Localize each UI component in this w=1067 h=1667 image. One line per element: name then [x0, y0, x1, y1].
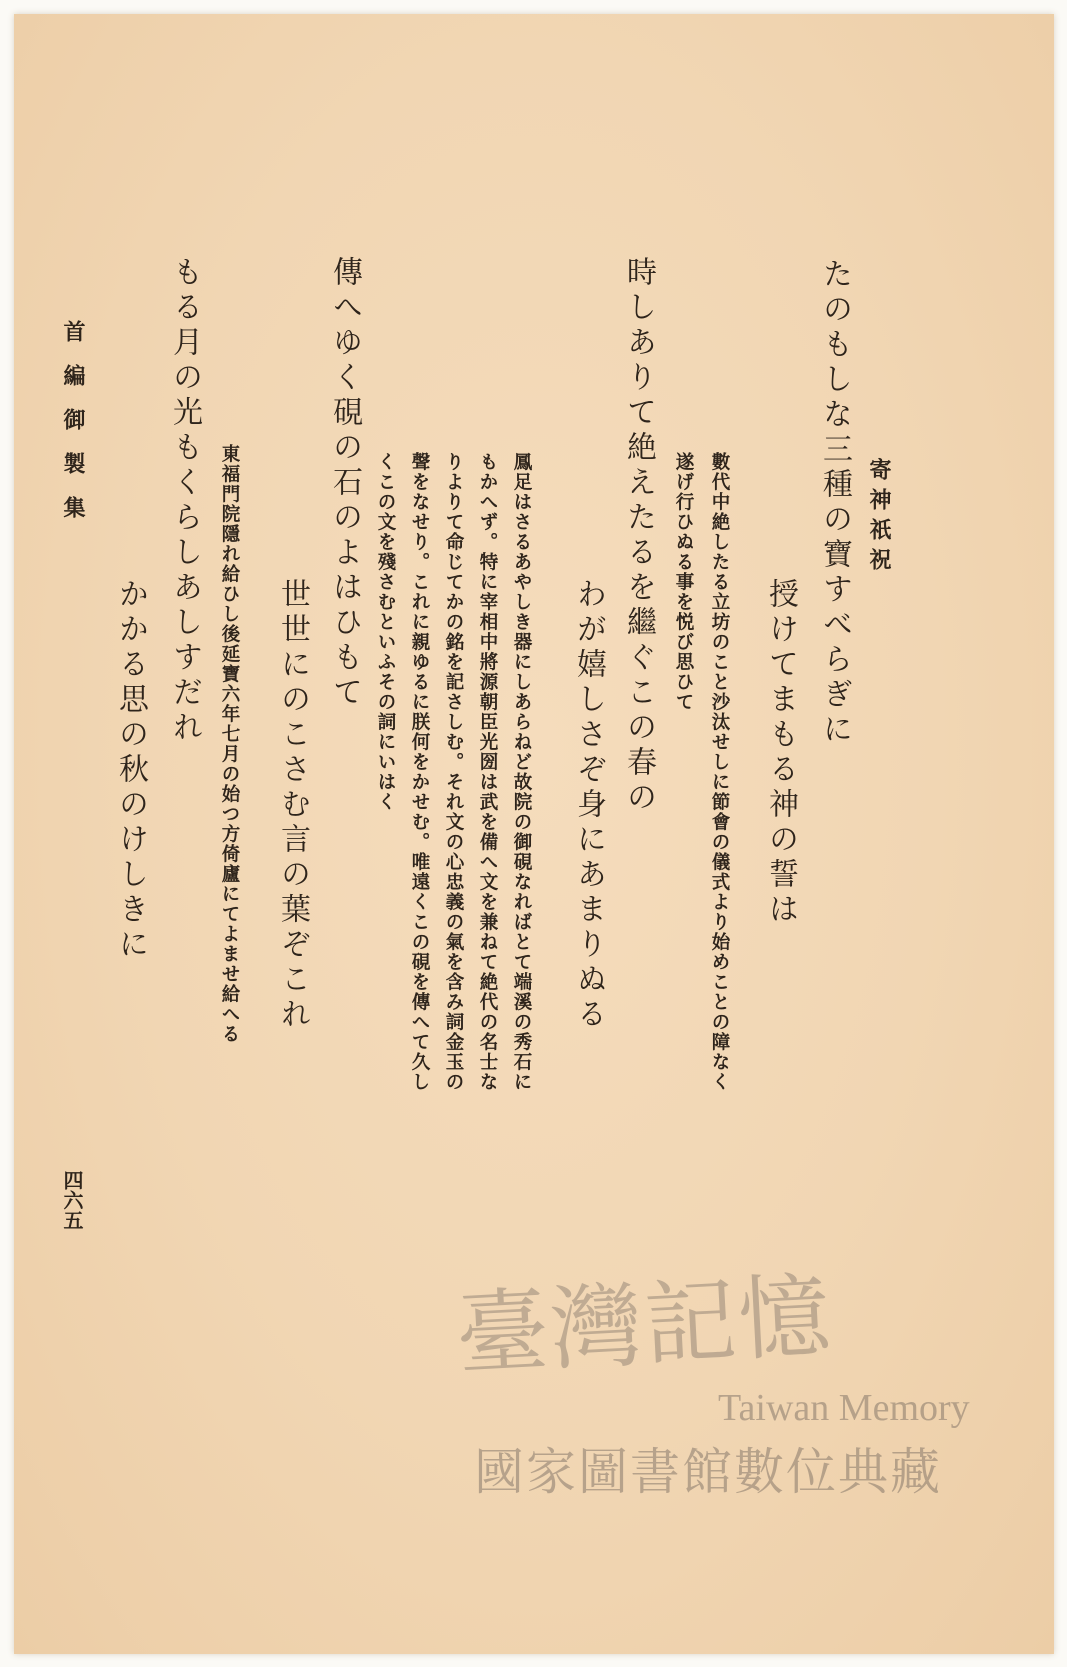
- verse-line: もる月の光もくらしあしすだれ: [167, 256, 202, 746]
- headnote-line: 數代中絶したる立坊のこと沙汰せしに節會の儀式より始めことの障なく: [709, 452, 730, 1092]
- verse-line: たのもしな三種の寶すべらぎに: [817, 258, 852, 748]
- headnote-line: 遂げ行ひぬる事を悦び思ひて: [673, 452, 694, 712]
- page-number: 四六五: [60, 1170, 84, 1230]
- headnote-line: りよりて命じてかの銘を記さしむ。それ文の心忠義の氣を含み詞金玉の: [443, 452, 464, 1092]
- watermark-chinese: 國家圖書館數位典藏: [474, 1443, 942, 1501]
- headnote-line: くこの文を殘さむといふその詞にいはく: [375, 452, 396, 812]
- poem-title: 寄神祇祝: [866, 458, 892, 578]
- headnote-line: もかへず。特に宰相中將源朝臣光圀は武を備へ文を兼ねて絶代の名士な: [477, 452, 498, 1092]
- headnote-line: 東福門院隱れ給ひし後延寶六年七月の始つ方倚廬にてよませ給へる: [219, 444, 240, 1044]
- watermark-english: Taiwan Memory: [718, 1387, 970, 1429]
- verse-line: かかる思の秋のけしきに: [113, 578, 148, 963]
- watermark-logo: 臺灣記憶: [453, 1262, 835, 1389]
- verse-line: 授けてまもる神の誓は: [763, 578, 798, 928]
- verse-line: 傳へゆく硯の石のよはひもて: [327, 256, 362, 711]
- verse-line: 世世にのこさむ言の葉ぞこれ: [275, 578, 310, 1033]
- verse-line: わが嬉しさぞ身にあまりぬる: [571, 578, 606, 1033]
- verse-line: 時しありて絶えたるを繼ぐこの春の: [621, 256, 656, 816]
- collection-title: 首編御製集: [60, 320, 86, 540]
- headnote-line: 鳳足はさるあやしき器にしあらねど故院の御硯なればとて端溪の秀石に: [511, 452, 532, 1092]
- headnote-line: 聲をなせり。これに親ゆるに朕何をかせむ。唯遠くこの硯を傳へて久し: [409, 452, 430, 1092]
